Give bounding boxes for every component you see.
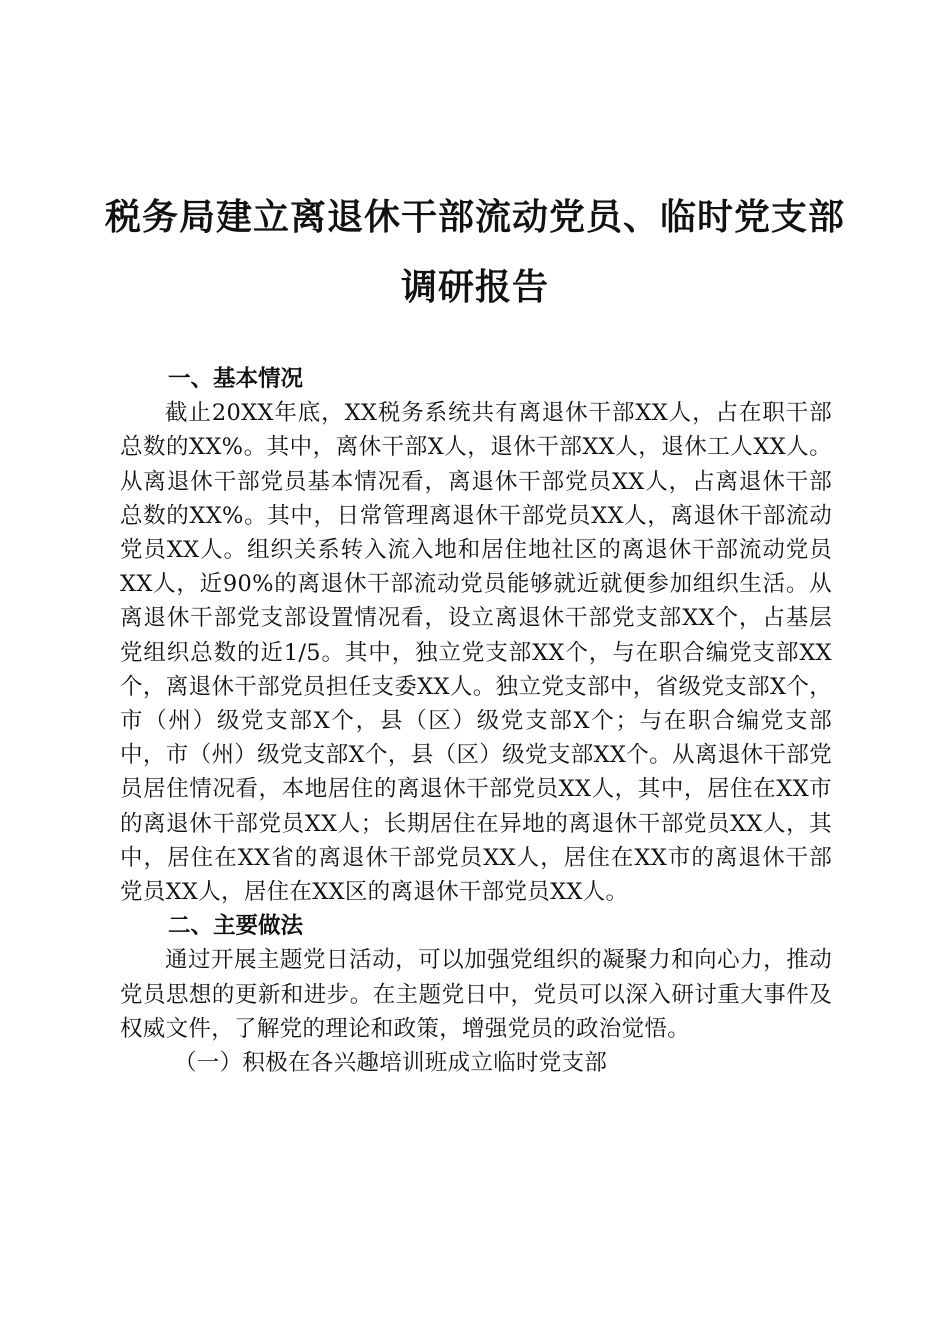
document-title-line-2: 调研报告 <box>400 267 549 308</box>
document-title-line-1: 税务局建立离退休干部流动党员、临时党支部 <box>104 197 845 238</box>
subsection-heading-temporary-branch: （一）积极在各兴趣培训班成立临时党支部 <box>174 1050 608 1077</box>
section-heading-main-practices: 二、主要做法 <box>168 913 304 940</box>
section-paragraph-main-practices: 通过开展主题党日活动，可以加强党组织的凝聚力和向心力，推动党员思想的更新和进步。在主题党日中，党员可以深入研讨重大事件及权威文件，了解党的理论和政策，增强党员的政治觉悟。 <box>120 947 832 1042</box>
section-paragraph-basic-situation: 截止20XX年底，XX税务系统共有离退休干部XX人，占在职干部总数的XX%。其中，离休干部X人，退休干部XX人，退休工人XX人。从离退休干部党员基本情况看，离退休干部党员XX人，占离退休干部总数的XX%。其中，日常管理离退休干部党员XX人，离退休干部流动党员XX人。组织关系转入流入地和居住地社区的离退休干部流动党员XX人，近90%的离退休干部流动党员能够就近就便参加组织生活。从离退休干部党支部设置情况看，设立离退休干部党支部XX个，占基层党组织总数的近1/5。其中，独立党支部XX个，与在职合编党支部XX个，离退休干部党员担任支委XX人。独立党支部中，省级党支部X个，市（州）级党支部X个，县（区）级党支部X个；与在职合编党支部中，市（州）级党支部X个，县（区）级党支部XX个。从离退休干部党员居住情况看，本地居住的离退休干部党员XX人，其中，居住在XX市的离退休干部党员XX人；长期居住在异地的离退休干部党员XX人，其中，居住在XX省的离退休干部党员XX人，居住在XX市的离退休干部党员XX人，居住在XX区的离退休干部党员XX人。 <box>120 400 832 906</box>
section-heading-basic-situation: 一、基本情况 <box>168 366 304 392</box>
document-body <box>120 362 832 1080</box>
